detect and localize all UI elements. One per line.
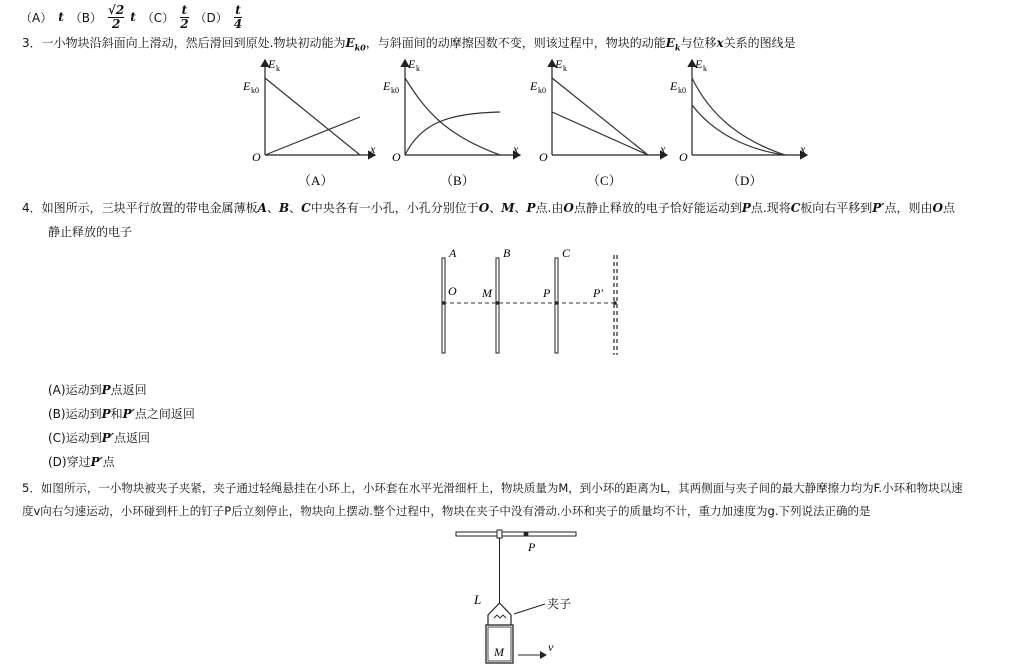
q2-option-a-value: t <box>58 10 64 24</box>
q3-ek0-symbol: E <box>345 36 355 50</box>
graph-d-upper-curve <box>692 78 785 155</box>
graph-d-xlabel: x <box>800 142 806 156</box>
q4-text-b: 中央各有一小孔，小孔分别位于 <box>310 201 479 215</box>
block-m-label: M <box>494 645 504 659</box>
graph-c-ek0-sub: k0 <box>538 86 546 95</box>
q4-text-g: 点，则由 <box>884 201 933 215</box>
q4-text-f: 板向右平移到 <box>800 201 873 215</box>
graph-c-ylabel: E <box>555 57 563 71</box>
nail-p-label: P <box>528 540 536 554</box>
graph-a-ek0-sub: k0 <box>251 86 259 95</box>
q4-sym-o2: O <box>563 201 574 215</box>
q3-stem <box>22 34 796 56</box>
graph-a-ylabel-sub: k <box>276 64 280 73</box>
q4-sym-c: C <box>301 201 311 215</box>
q4-sep1: 、 <box>266 201 279 215</box>
graph-d <box>669 57 807 188</box>
q4-choice-a-prefix: (A)运动到 <box>48 383 102 397</box>
q3-graphs <box>230 55 820 190</box>
q4-choice-c-prefix: (C)运动到 <box>48 431 102 445</box>
q2-option-d-label: （D） <box>194 10 228 25</box>
q4-choice-d-prefix: (D)穿过 <box>48 455 91 469</box>
q5-pendulum-diagram <box>450 528 595 667</box>
q4-choice-b-suffix: 点之间返回 <box>134 407 195 421</box>
q4-choice-d-suffix: 点 <box>102 455 115 469</box>
plate-a-label: A <box>449 246 457 260</box>
q2-option-c-label: （C） <box>141 10 175 25</box>
q4-text-d: 点静止释放的电子恰好能运动到 <box>573 201 742 215</box>
q5-number: 5． <box>22 481 41 495</box>
plate-c-label: C <box>562 246 571 260</box>
q3-ek-subscript: k <box>674 42 681 53</box>
q3-x-symbol: x <box>716 36 724 50</box>
q4-sep4: 、 <box>514 201 527 215</box>
graph-c-xlabel: x <box>660 142 666 156</box>
graph-d-caption: （D） <box>727 173 763 188</box>
small-ring <box>497 530 502 538</box>
q4-number: 4． <box>22 201 42 215</box>
q2-option-c-fraction <box>180 4 188 31</box>
velocity-v-label: v <box>548 640 554 654</box>
graph-a-origin: O <box>252 150 261 164</box>
graph-d-ylabel-sub: k <box>703 64 707 73</box>
graph-d-origin: O <box>679 150 688 164</box>
q4-choice-a <box>48 381 147 399</box>
graph-b <box>382 57 520 188</box>
point-p-label: P <box>543 286 551 300</box>
q2-option-b-denominator: 2 <box>111 16 121 31</box>
q5-text-line1: 如图所示，一小物块被夹子夹紧，夹子通过轻绳悬挂在小环上，小环套在水平光滑细杆上，物块质量为M，到小环的距离为L，其两侧面与夹子间的最大静摩擦力均为F.小环和物块以速 <box>40 481 963 495</box>
clip-label: 夹子 <box>547 597 572 611</box>
graph-b-xlabel: x <box>513 142 519 156</box>
q4-sym-p: P <box>526 201 536 215</box>
q5-stem-line1 <box>22 479 1007 497</box>
q4-choice-a-suffix: 点返回 <box>110 383 147 397</box>
q4-sym-m: M <box>501 201 515 215</box>
graph-c-upper-line <box>552 78 648 155</box>
q5-stem-line2: 度v向右匀速运动，小环碰到杆上的钉子P后立刻停止，物块向上摆动.整个过程中，物块在夹子中没有滑动.小环和夹子的质量均不计，重力加速度为g.下列说法正确的是 <box>22 504 871 518</box>
q4-sym-b: B <box>278 201 290 215</box>
q3-number: 3． <box>22 36 42 50</box>
q4-choice-b-sym2: P′ <box>122 407 135 421</box>
graph-a-ek0: E <box>243 79 251 93</box>
q4-choice-c-suffix: 点返回 <box>113 431 150 445</box>
q4-choice-b-mid: 和 <box>110 407 123 421</box>
horizontal-rod <box>456 532 576 536</box>
q2-option-a-label: （A） <box>20 10 53 25</box>
q4-text-a: 如图所示，三块平行放置的带电金属薄板 <box>41 201 258 215</box>
q4-sym-a: A <box>257 201 267 215</box>
graph-c <box>529 57 667 188</box>
clip <box>488 603 511 626</box>
q3-text-c: 与位移 <box>680 36 717 50</box>
graph-d-ek0: E <box>670 79 678 93</box>
q4-sym-o: O <box>478 201 490 215</box>
graph-d-ylabel: E <box>695 57 703 71</box>
graph-d-lower-curve <box>692 105 785 155</box>
q3-ek-symbol: E <box>665 36 675 50</box>
plate-b <box>496 258 499 353</box>
q4-sym-pprime: P′ <box>872 201 885 215</box>
graph-a-ascending-line <box>265 117 360 155</box>
graph-a-ylabel: E <box>268 57 276 71</box>
q2-option-d-numerator: t <box>235 2 241 17</box>
q4-choice-d <box>48 453 115 471</box>
plate-b-label: B <box>503 246 511 260</box>
q4-plates-diagram <box>425 243 635 358</box>
point-m-label: M <box>482 286 492 300</box>
plate-c <box>555 258 558 353</box>
graph-c-ek0: E <box>530 79 538 93</box>
point-pprime-label: P′ <box>593 286 603 300</box>
nail-p <box>524 532 529 537</box>
graph-b-caption: （B） <box>440 173 475 188</box>
q4-choice-b-sym: P <box>101 407 111 421</box>
q4-choice-a-sym: P <box>101 383 111 397</box>
q2-option-d-denominator: 4 <box>233 16 243 31</box>
q2-option-c-numerator: t <box>181 2 188 17</box>
q4-sym-p2: P <box>741 201 751 215</box>
q4-choice-c <box>48 429 150 447</box>
q2-option-b-tail: t <box>130 10 136 24</box>
graph-c-ylabel-sub: k <box>563 64 567 73</box>
point-o-label: O <box>448 284 457 298</box>
graph-b-origin: O <box>392 150 401 164</box>
graph-c-origin: O <box>539 150 548 164</box>
length-l-label: L <box>474 592 482 607</box>
q4-choice-b-prefix: (B)运动到 <box>48 407 102 421</box>
q3-text-b: ，与斜面间的动摩擦因数不变，则该过程中，物块的动能 <box>365 36 666 50</box>
q4-sep3: 、 <box>489 201 502 215</box>
q2-option-c-denominator: 2 <box>180 16 189 31</box>
plate-a <box>442 258 445 353</box>
q4-choice-c-sym: P′ <box>101 431 114 445</box>
q2-option-d-fraction <box>234 4 242 31</box>
graph-c-lower-line <box>552 112 648 155</box>
graph-c-caption: （C） <box>587 173 622 188</box>
q3-text-d: 关系的图线是 <box>723 36 796 50</box>
graph-a-xlabel: x <box>370 142 376 156</box>
q4-text-c: 点.由 <box>535 201 564 215</box>
graph-b-ek0-sub: k0 <box>391 86 399 95</box>
graph-a-caption: （A） <box>298 173 334 188</box>
q4-sym-c2: C <box>790 201 801 215</box>
q4-sep2: 、 <box>289 201 302 215</box>
graph-b-ylabel-sub: k <box>416 64 420 73</box>
q3-text-a: 一小物块沿斜面向上滑动，然后滑回到原处.物块初动能为 <box>41 36 346 50</box>
q4-stem-line2: 静止释放的电子 <box>48 225 133 239</box>
graph-a-descending-line <box>265 78 360 155</box>
q4-choice-b <box>48 405 195 423</box>
q3-ek0-subscript: k0 <box>354 42 366 53</box>
graph-b-ek0: E <box>383 79 391 93</box>
graph-b-ylabel: E <box>408 57 416 71</box>
graph-b-decay-curve <box>405 78 500 155</box>
q2-option-b-numerator: √2 <box>108 2 125 17</box>
graph-d-ek0-sub: k0 <box>678 86 686 95</box>
q4-choice-d-sym: P′ <box>90 455 103 469</box>
q2-option-b-fraction <box>108 4 124 31</box>
q4-text-h: 点 <box>942 201 955 215</box>
q4-sym-o3: O <box>932 201 943 215</box>
graph-b-growth-curve <box>405 112 500 155</box>
graph-a <box>242 57 376 188</box>
q4-stem-line1 <box>22 199 955 217</box>
q2-options <box>20 2 242 32</box>
q4-text-e: 点.现将 <box>750 201 791 215</box>
q2-option-b-label: （B） <box>69 10 102 25</box>
